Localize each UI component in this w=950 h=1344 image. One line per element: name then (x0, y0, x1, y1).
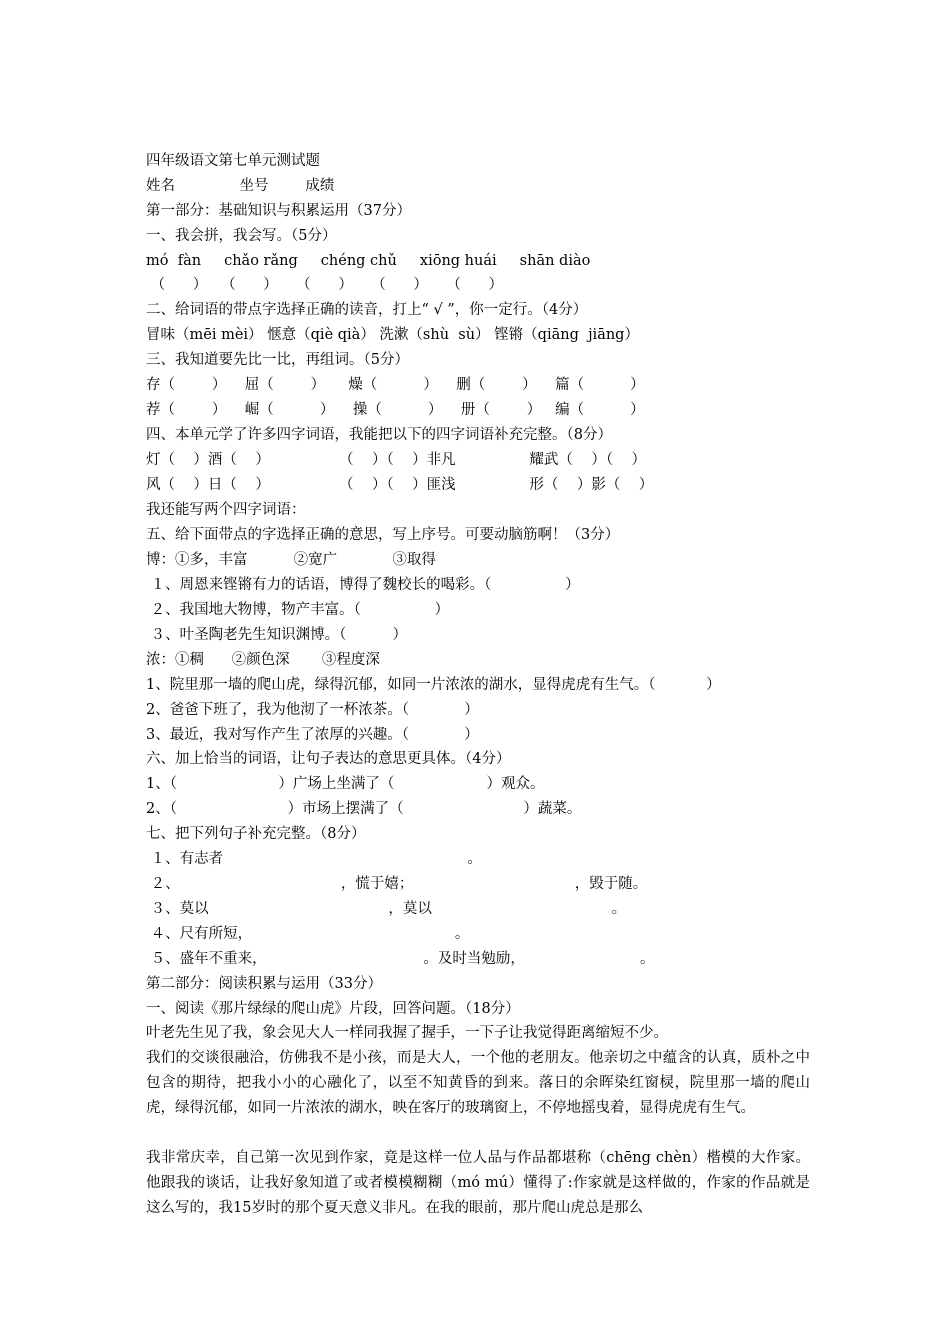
q7-heading: 七、把下列句子补充完整。（8分） (146, 826, 366, 842)
q6-item: 1、（ ）广场上坐满了（ ）观众。 (146, 776, 545, 792)
q5-nong-item: 3、最近，我对写作产生了浓厚的兴趣。（ ） (146, 727, 479, 743)
student-info-line: 姓名 坐号 成绩 (146, 178, 335, 194)
q4-row: 灯（ ）酒（ ） （ ）（ ）非凡 耀武（ ）（ ） (146, 452, 647, 468)
q1-blanks: （ ） （ ） （ ） （ ） （ ） (146, 277, 504, 293)
reading-paragraph: 叶老先生见了我，象会见大人一样同我握了握手，一下子让我觉得距离缩短不少。 (146, 1025, 668, 1041)
q3-heading: 三、我知道要先比一比，再组词。（5分） (146, 352, 409, 368)
q7-item: １、有志者 。 (146, 851, 482, 867)
q6-heading: 六、加上恰当的词语，让句子表达的意思更具体。（4分） (146, 751, 511, 767)
q1-heading: 一、我会拼，我会写。（5分） (146, 228, 337, 244)
page-title: 四年级语文第七单元测试题 (146, 153, 320, 169)
q7-item: ２、 ，慌于嬉； ，毁于随。 (146, 876, 648, 892)
q2-line: 冒味（mēi mèi） 惬意（qiè qià） 洗漱（shù sù） 铿锵（qiāng jiāng） (146, 327, 639, 343)
reading-paragraph: 我们的交谈很融洽，仿佛我不是小孩，而是大人，一个他的老朋友。他亲切之中蕴含的认真，质朴之中包含的期待，把我小小的心融化了，以至不知黄昏的到来。落日的余晖染红窗棂，院里那一墙的爬山虎，绿得沉郁，如同一片浓浓的湖水，映在客厅的玻璃窗上，不停地摇曳着，显得虎虎有生气。 (146, 1050, 810, 1116)
q5-heading: 五、给下面带点的字选择正确的意思，写上序号。可要动脑筋啊！（3分） (146, 527, 620, 543)
q5-bo-options: 博：①多，丰富 ②宽广 ③取得 (146, 552, 436, 568)
q1-pinyin: mó fàn chǎo rǎng chéng chǔ xiōng huái shān diào (146, 253, 591, 269)
q6-item: 2、（ ）市场上摆满了（ ）蔬菜。 (146, 801, 582, 817)
reading-heading: 一、阅读《那片绿绿的爬山虎》片段，回答问题。（18分） (146, 1001, 520, 1017)
part2-heading: 第二部分：阅读积累与运用（33分） (146, 976, 382, 992)
reading-paragraph: 我非常庆幸，自己第一次见到作家，竟是这样一位人品与作品都堪称（chēng chèn）楷模的大作家。他跟我的谈话，让我好象知道了或者模模糊糊（mó mú）懂得了:作家就是这样做的，作家的作品就是这么写的，我15岁时的那个夏天意义非凡。在我的眼前，那片爬山虎总是那么 (146, 1150, 810, 1216)
q2-heading: 二、给词语的带点字选择正确的读音，打上“ √ ”，你一定行。（4分） (146, 302, 588, 318)
q4-heading: 四、本单元学了许多四字词语，我能把以下的四字词语补充完整。（8分） (146, 427, 612, 443)
q5-bo-item: １、周恩来铿锵有力的话语，博得了魏校长的喝彩。（ ） (146, 577, 580, 593)
q5-bo-item: ３、叶圣陶老先生知识渊博。（ ） (146, 627, 407, 643)
q5-nong-item: 1、院里那一墙的爬山虎，绿得沉郁，如同一片浓浓的湖水，显得虎虎有生气。（ ） (146, 677, 721, 693)
q5-bo-item: ２、我国地大物博，物产丰富。（ ） (146, 602, 450, 618)
q4-extra: 我还能写两个四字词语： (146, 502, 306, 518)
q3-row: 存（ ） 屈（ ） 燥（ ） 删（ ） 篇（ ） (146, 377, 645, 393)
q7-item: ４、尺有所短， 。 (146, 926, 470, 942)
part1-heading: 第一部分：基础知识与积累运用（37分） (146, 203, 411, 219)
q4-row: 风（ ）日（ ） （ ）（ ）匪浅 形（ ）影（ ） (146, 477, 654, 493)
q3-row: 荐（ ） 崛（ ） 操（ ） 册（ ） 编（ ） (146, 402, 645, 418)
q5-nong-options: 浓：①稠 ②颜色深 ③程度深 (146, 652, 380, 668)
q7-item: ３、莫以 ，莫以 。 (146, 901, 627, 917)
q7-item: ５、盛年不重来， 。及时当勉励， 。 (146, 951, 655, 967)
q5-nong-item: 2、爸爸下班了，我为他沏了一杯浓茶。（ ） (146, 702, 479, 718)
